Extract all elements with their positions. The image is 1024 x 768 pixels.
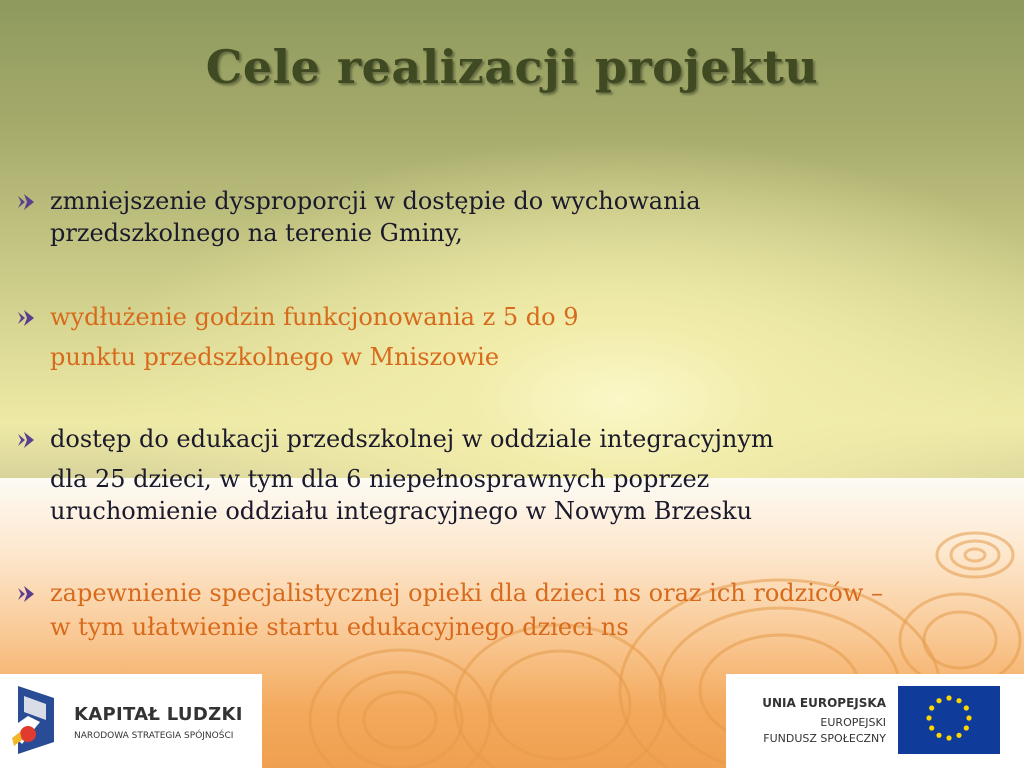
bullet-2-line-2: punktu przedszkolnego w Mniszowie — [50, 343, 500, 371]
arrow-bullet-icon — [16, 190, 36, 214]
eu-line-3: FUNDUSZ SPOŁECZNY — [763, 732, 886, 745]
arrow-bullet-icon — [16, 582, 36, 606]
eu-line-2: EUROPEJSKI — [820, 716, 886, 729]
bullet-3-line-3: uruchomienie oddziału integracyjnego w Nowym Brzesku — [50, 497, 753, 525]
slide-title: Cele realizacji projektu — [205, 40, 819, 94]
arrow-bullet-icon — [16, 306, 36, 330]
bullet-1-line-2: przedszkolnego na terenie Gminy, — [50, 219, 463, 247]
bullet-4-line-1: zapewnienie specjalistycznej opieki dla dzieci ns oraz ich rodziców – — [50, 579, 884, 607]
eu-logo — [726, 674, 1024, 768]
bullet-2-line-1: wydłużenie godzin funkcjonowania z 5 do 9 — [50, 303, 579, 331]
kapital-ludzki-subtitle: NARODOWA STRATEGIA SPÓJNOŚCI — [74, 731, 234, 741]
kapital-ludzki-logo — [0, 674, 262, 768]
bullet-3-line-2: dla 25 dzieci, w tym dla 6 niepełnosprawnych poprzez — [50, 465, 710, 493]
arrow-bullet-icon — [16, 428, 36, 452]
bullet-4-line-2: w tym ułatwienie startu edukacyjnego dzieci ns — [50, 613, 629, 641]
eu-line-1: UNIA EUROPEJSKA — [762, 696, 886, 710]
eu-flag-icon — [898, 686, 1000, 754]
bullet-1-line-1: zmniejszenie dysproporcji w dostępie do wychowania — [50, 187, 701, 215]
kapital-ludzki-emblem-icon — [6, 682, 66, 762]
kapital-ludzki-title: KAPITAŁ LUDZKI — [74, 704, 243, 725]
bullet-3-line-1: dostęp do edukacji przedszkolnej w oddziale integracyjnym — [50, 425, 774, 453]
